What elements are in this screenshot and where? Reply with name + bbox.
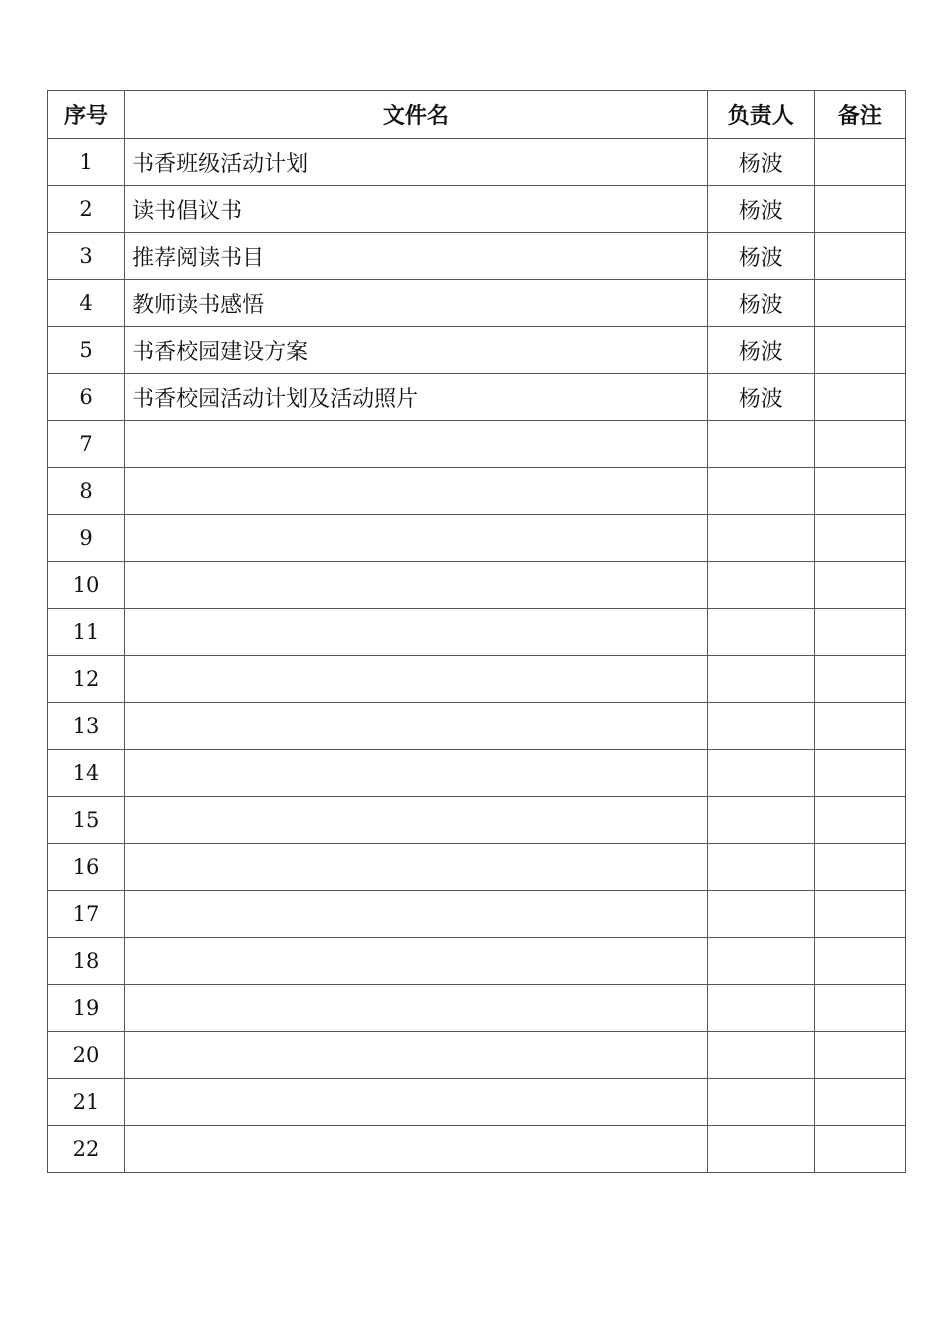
row-file-name: [125, 1079, 708, 1126]
header-row: [48, 91, 906, 139]
table-row: [48, 186, 906, 233]
row-note: [814, 844, 905, 891]
row-serial-number: 2: [48, 186, 125, 233]
row-owner: [707, 515, 814, 562]
row-note: [814, 1126, 905, 1173]
row-note: [814, 750, 905, 797]
row-file-name: [125, 1032, 708, 1079]
table-row: [48, 1032, 906, 1079]
table-row: [48, 609, 906, 656]
row-file-name: 读书倡议书: [125, 186, 708, 233]
table-row: [48, 562, 906, 609]
row-note: [814, 703, 905, 750]
table-row: [48, 797, 906, 844]
row-serial-number: 11: [48, 609, 125, 656]
row-owner: [707, 421, 814, 468]
row-serial-number: 19: [48, 985, 125, 1032]
row-note: [814, 562, 905, 609]
row-file-name: 书香校园建设方案: [125, 327, 708, 374]
table-row: [48, 374, 906, 421]
row-note: [814, 985, 905, 1032]
row-serial-number: 16: [48, 844, 125, 891]
table-row: [48, 1126, 906, 1173]
table-row: [48, 1079, 906, 1126]
row-file-name: [125, 609, 708, 656]
header-note: 备注: [814, 91, 905, 139]
row-file-name: [125, 891, 708, 938]
row-owner: [707, 656, 814, 703]
row-owner: [707, 938, 814, 985]
row-owner: [707, 609, 814, 656]
row-serial-number: 5: [48, 327, 125, 374]
row-owner: [707, 1126, 814, 1173]
table-row: [48, 280, 906, 327]
row-serial-number: 22: [48, 1126, 125, 1173]
row-note: [814, 374, 905, 421]
row-serial-number: 18: [48, 938, 125, 985]
row-file-name: [125, 797, 708, 844]
row-serial-number: 8: [48, 468, 125, 515]
row-note: [814, 891, 905, 938]
table-row: [48, 421, 906, 468]
row-note: [814, 280, 905, 327]
row-owner: [707, 891, 814, 938]
row-owner: 杨波: [707, 233, 814, 280]
row-owner: 杨波: [707, 139, 814, 186]
row-file-name: [125, 985, 708, 1032]
row-file-name: [125, 1126, 708, 1173]
row-owner: [707, 562, 814, 609]
row-owner: [707, 1079, 814, 1126]
row-owner: 杨波: [707, 327, 814, 374]
row-owner: [707, 985, 814, 1032]
table-body: [48, 139, 906, 1173]
row-file-name: 教师读书感悟: [125, 280, 708, 327]
row-serial-number: 14: [48, 750, 125, 797]
row-owner: 杨波: [707, 374, 814, 421]
row-serial-number: 17: [48, 891, 125, 938]
table-row: [48, 750, 906, 797]
row-owner: [707, 844, 814, 891]
row-serial-number: 9: [48, 515, 125, 562]
row-owner: [707, 468, 814, 515]
row-file-name: [125, 421, 708, 468]
row-file-name: 书香班级活动计划: [125, 139, 708, 186]
table-row: [48, 327, 906, 374]
row-note: [814, 515, 905, 562]
row-serial-number: 12: [48, 656, 125, 703]
row-file-name: [125, 656, 708, 703]
row-file-name: 书香校园活动计划及活动照片: [125, 374, 708, 421]
row-serial-number: 20: [48, 1032, 125, 1079]
row-serial-number: 4: [48, 280, 125, 327]
table-row: [48, 938, 906, 985]
row-file-name: 推荐阅读书目: [125, 233, 708, 280]
row-owner: [707, 750, 814, 797]
row-serial-number: 3: [48, 233, 125, 280]
table-row: [48, 985, 906, 1032]
row-note: [814, 938, 905, 985]
row-serial-number: 6: [48, 374, 125, 421]
row-note: [814, 1079, 905, 1126]
table-row: [48, 703, 906, 750]
header-owner: 负责人: [707, 91, 814, 139]
row-note: [814, 186, 905, 233]
row-owner: 杨波: [707, 280, 814, 327]
row-owner: [707, 1032, 814, 1079]
file-list-table: [47, 90, 906, 1173]
row-note: [814, 233, 905, 280]
row-serial-number: 7: [48, 421, 125, 468]
header-file-name: 文件名: [125, 91, 708, 139]
row-file-name: [125, 750, 708, 797]
row-note: [814, 468, 905, 515]
row-file-name: [125, 468, 708, 515]
table-row: [48, 515, 906, 562]
row-note: [814, 1032, 905, 1079]
row-serial-number: 10: [48, 562, 125, 609]
row-file-name: [125, 515, 708, 562]
row-serial-number: 13: [48, 703, 125, 750]
row-serial-number: 15: [48, 797, 125, 844]
row-owner: [707, 797, 814, 844]
row-file-name: [125, 703, 708, 750]
row-owner: [707, 703, 814, 750]
row-note: [814, 421, 905, 468]
row-file-name: [125, 844, 708, 891]
row-note: [814, 797, 905, 844]
table-row: [48, 139, 906, 186]
table-row: [48, 844, 906, 891]
row-owner: 杨波: [707, 186, 814, 233]
row-serial-number: 1: [48, 139, 125, 186]
row-note: [814, 609, 905, 656]
row-note: [814, 656, 905, 703]
header-serial-number: 序号: [48, 91, 125, 139]
row-note: [814, 327, 905, 374]
table-header: [48, 91, 906, 139]
table-row: [48, 468, 906, 515]
row-serial-number: 21: [48, 1079, 125, 1126]
row-file-name: [125, 938, 708, 985]
table-row: [48, 891, 906, 938]
table-row: [48, 233, 906, 280]
table-row: [48, 656, 906, 703]
row-file-name: [125, 562, 708, 609]
row-note: [814, 139, 905, 186]
